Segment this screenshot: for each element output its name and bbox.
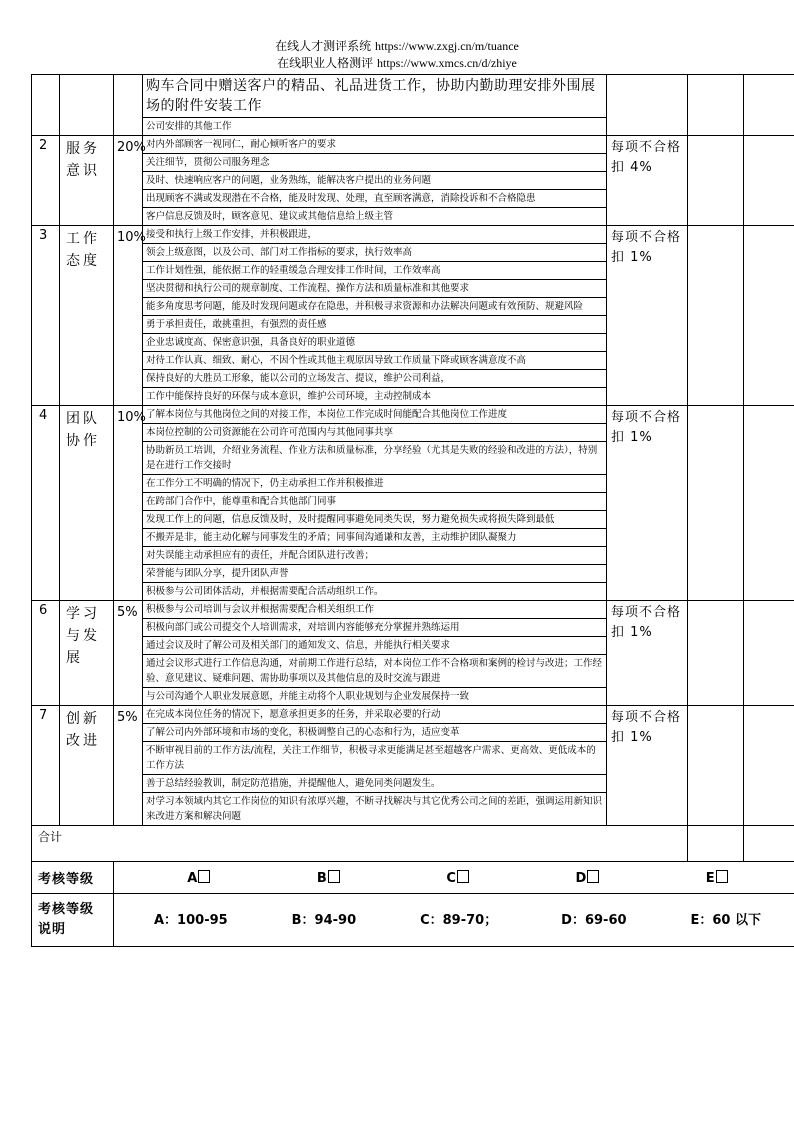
- criterion-item: 企业忠诚度高、保密意识强，具备良好的职业道德: [143, 334, 606, 352]
- grade-row: [32, 862, 794, 894]
- criterion-item: 对待工作认真、细致、耐心，不因个性或其他主观原因导致工作质量下降或顾客满意度不高: [143, 352, 606, 370]
- section-name: 创新改进: [60, 706, 114, 826]
- grade-option-label: C: [446, 870, 456, 886]
- criterion-item: 通过会议及时了解公司及相关部门的通知发文、信息，并能执行相关要求: [143, 637, 606, 655]
- grade-options: [114, 862, 794, 894]
- grade-label: 考核等级: [32, 862, 114, 894]
- score-cell: [688, 136, 744, 226]
- criterion-item: 客户信息反馈及时，顾客意见、建议或其他信息给上级主管: [146, 211, 394, 222]
- criterion-item: 出现顾客不满或发现潜在不合格，能及时发现、处理，直至顾客满意，消除投诉和不合格隐患: [143, 190, 606, 208]
- section-weight: 5%: [114, 601, 143, 706]
- header-link-2[interactable]: https://www.xmcs.cn/d/zhiye: [376, 56, 517, 70]
- section-name: 服务意识: [60, 136, 114, 226]
- criterion-item: 工作中能保持良好的环保与成本意识，维护公司环境，主动控制成本: [146, 391, 432, 402]
- criterion-item: 通过会议形式进行工作信息沟通，对前期工作进行总结，对本岗位工作不合格项和案例的检讨与改进；工作经验、意见建议、疑难问题、需协助事项以及其他信息的及时交流与跟进: [143, 655, 606, 688]
- criterion-item: 本岗位控制的公司资源能在公司许可范围内与其他同事共享: [143, 424, 606, 442]
- criterion-item: 接受和执行上级工作安排，并积极跟进，: [143, 226, 606, 244]
- top-row: [32, 75, 794, 136]
- header-title-1: 在线人才测评系统: [275, 39, 372, 53]
- section-weight: 10%: [114, 226, 143, 406]
- section-number: 7: [32, 706, 60, 826]
- evaluation-table: [31, 74, 794, 947]
- header-line-1: [0, 38, 794, 54]
- section-weight: 10%: [114, 406, 143, 601]
- criterion-item: 不搬弄是非，能主动化解与同事发生的矛盾；同事间沟通谦和友善，主动维护团队凝聚力: [143, 529, 606, 547]
- criterion-item: 在跨部门合作中，能尊重和配合其他部门同事: [143, 493, 606, 511]
- deduction-rule: 每项不合格扣 4%: [607, 136, 688, 226]
- section-number: 2: [32, 136, 60, 226]
- criterion-item: 对内外部顾客一视同仁，耐心倾听客户的要求: [143, 136, 606, 154]
- grade-desc-label: 考核等级说明: [32, 894, 114, 947]
- deduction-rule: 每项不合格扣 1%: [607, 601, 688, 706]
- section-name: 工作态度: [60, 226, 114, 406]
- criterion-item: 对学习本领域内其它工作岗位的知识有浓厚兴趣，不断寻找解决与其它优秀公司之间的差距，强调运用新知识来改进方案和解决问题: [146, 796, 603, 822]
- section-row: [32, 136, 794, 226]
- checkbox-icon[interactable]: [328, 870, 340, 883]
- section-weight: 5%: [114, 706, 143, 826]
- section-number: 4: [32, 406, 60, 601]
- grade-option[interactable]: [317, 870, 340, 886]
- section-items: [143, 136, 607, 226]
- score-cell: [744, 226, 794, 406]
- grade-range: C：89-70；: [420, 913, 498, 928]
- section-items: [143, 406, 607, 601]
- score-cell: [744, 406, 794, 601]
- score-cell: [688, 226, 744, 406]
- grade-range: B：94-90: [291, 913, 357, 928]
- total-label: 合计: [32, 826, 688, 862]
- section-name: 团队协作: [60, 406, 114, 601]
- header-title-2: 在线职业人格测评: [277, 56, 374, 70]
- grade-desc-row: [32, 894, 794, 947]
- criterion-item: 积极参与公司团体活动，并根据需要配合活动组织工作。: [146, 586, 384, 597]
- criterion-item: 勇于承担责任，敢挑重担，有强烈的责任感: [143, 316, 606, 334]
- task-item: 公司安排的其他工作: [146, 121, 232, 132]
- criterion-item: 了解本岗位与其他岗位之间的对接工作，本岗位工作完成时间能配合其他岗位工作进度: [143, 406, 606, 424]
- section-row: [32, 706, 794, 826]
- criterion-item: 保持良好的大胜员工形象，能以公司的立场发言、提议，维护公司利益，: [143, 370, 606, 388]
- deduction-rule: 每项不合格扣 1%: [607, 406, 688, 601]
- task-item: 购车合同中赠送客户的精品、礼品进货工作，协助内勤助理安排外围展场的附件安装工作: [143, 75, 606, 118]
- section-weight: 20%: [114, 136, 143, 226]
- section-items: [143, 601, 607, 706]
- criterion-item: 不断审视目前的工作方法/流程，关注工作细节，积极寻求更能满足甚至超越客户需求、更高效、更低成本的工作方法: [143, 742, 606, 775]
- section-number: 3: [32, 226, 60, 406]
- section-row: [32, 226, 794, 406]
- grade-option[interactable]: [575, 870, 599, 886]
- criterion-item: 协助新员工培训，介绍业务流程、作业方法和质量标准，分享经验（尤其是失败的经验和改进的方法），特别是在进行工作交接时: [143, 442, 606, 475]
- score-cell: [744, 706, 794, 826]
- header-line-2: [0, 55, 794, 71]
- criterion-item: 积极参与公司培训与会议并根据需要配合相关组织工作: [143, 601, 606, 619]
- criterion-item: 领会上级意图，以及公司、部门对工作指标的要求，执行效率高: [143, 244, 606, 262]
- grade-option-label: A: [187, 870, 198, 886]
- criterion-item: 荣誉能与团队分享，提升团队声誉: [143, 565, 606, 583]
- criterion-item: 及时、快速响应客户的问题，业务熟练，能解决客户提出的业务问题: [143, 172, 606, 190]
- score-cell: [688, 601, 744, 706]
- total-score-cell: [744, 826, 794, 862]
- section-items: [143, 706, 607, 826]
- section-name: 学习与发展: [60, 601, 114, 706]
- criterion-item: 与公司沟通个人职业发展意愿，并能主动将个人职业规划与企业发展保持一致: [146, 691, 470, 702]
- criterion-item: 了解公司内外部环境和市场的变化，积极调整自己的心态和行为，适应变革: [143, 724, 606, 742]
- criterion-item: 发现工作上的问题，信息反馈及时，及时提醒同事避免同类失误，努力避免损失或将损失降到最低: [143, 511, 606, 529]
- grade-option-label: D: [575, 870, 587, 886]
- deduction-rule: 每项不合格扣 1%: [607, 226, 688, 406]
- grade-option[interactable]: [706, 870, 728, 886]
- grade-range: A：100-95: [154, 913, 228, 928]
- section-number: 6: [32, 601, 60, 706]
- score-cell: [744, 136, 794, 226]
- criterion-item: 在完成本岗位任务的情况下，愿意承担更多的任务，并采取必要的行动: [143, 706, 606, 724]
- criterion-item: 坚决贯彻和执行公司的规章制度、工作流程、操作方法和质量标准和其他要求: [143, 280, 606, 298]
- section-row: [32, 406, 794, 601]
- header-link-1[interactable]: https://www.zxgj.cn/m/tuance: [374, 39, 519, 53]
- checkbox-icon[interactable]: [198, 870, 210, 883]
- section-items: [143, 226, 607, 406]
- deduction-rule: 每项不合格扣 1%: [607, 706, 688, 826]
- grade-range: E：60 以下: [690, 913, 761, 928]
- criterion-item: 积极向部门或公司提交个人培训需求，对培训内容能够充分掌握并熟练运用: [143, 619, 606, 637]
- criterion-item: 对失误能主动承担应有的责任，并配合团队进行改善；: [143, 547, 606, 565]
- checkbox-icon[interactable]: [716, 870, 728, 883]
- grade-option[interactable]: [446, 870, 469, 886]
- checkbox-icon[interactable]: [457, 870, 469, 883]
- criterion-item: 关注细节，贯彻公司服务理念: [143, 154, 606, 172]
- score-cell: [688, 706, 744, 826]
- criterion-item: 在工作分工不明确的情况下，仍主动承担工作并积极推进: [143, 475, 606, 493]
- grade-option[interactable]: [187, 870, 210, 886]
- total-row: [32, 826, 794, 862]
- grade-range: D：69-60: [561, 913, 627, 928]
- section-row: [32, 601, 794, 706]
- checkbox-icon[interactable]: [587, 870, 599, 883]
- grade-option-label: E: [705, 870, 715, 886]
- score-cell: [744, 601, 794, 706]
- grade-option-label: B: [316, 870, 327, 886]
- criterion-item: 善于总结经验教训，制定防范措施，并提醒他人，避免同类问题发生。: [143, 775, 606, 793]
- total-score-cell: [688, 826, 744, 862]
- criterion-item: 工作计划性强，能依据工作的轻重缓急合理安排工作时间，工作效率高: [143, 262, 606, 280]
- criterion-item: 能多角度思考问题，能及时发现问题或存在隐患，并积极寻求资源和办法解决问题或有效预防、规避风险: [143, 298, 606, 316]
- grade-ranges: [114, 894, 794, 947]
- score-cell: [688, 406, 744, 601]
